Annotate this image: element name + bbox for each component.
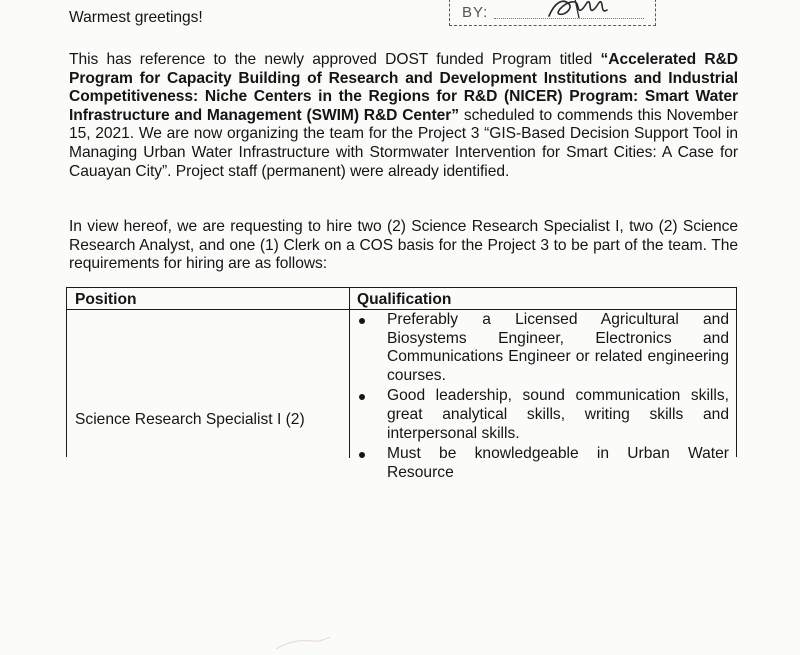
requirements-table [66,287,737,481]
reference-intro: This has reference to the newly approved DOST funded Program titled [69,51,601,68]
request-paragraph: In view hereof, we are requesting to hire two (2) Science Research Specialist I, two (2) Science Research Analyst, and one (1) Clerk on a COS basis for the Project 3 to be part of the team. The requirements for hiring are as follows: [69,218,738,273]
header-qualification: Qualification [357,291,452,308]
reference-details: scheduled to commends this November 15, 2021. We are now organizing the team for the Project 3 “GIS-Based Decision Support Tool in Managing Urban Water Infrastructure with Stormwater Intervention for Smart Cities: A Case for Cauayan City”. Project staff (permanent) were already identified. [69,106,738,180]
qualification-text: Good leadership, sound communication skills, great analytical skills, writing skills and interpersonal skills. [387,387,729,442]
stamp-by-label: BY: [462,4,489,21]
qualification-text: Preferably a Licensed Agricultural and Biosystems Engineer, Electronics and Communications Engineer or related engineering courses. [387,311,729,384]
reference-paragraph [69,51,738,181]
header-position: Position [75,291,137,308]
bullet-icon [359,318,365,324]
table-header-divider [67,309,736,310]
greeting: Warmest greetings! [69,9,203,26]
position-cell: Science Research Specialist I (2) [75,411,305,428]
qualification-item [357,445,729,482]
bullet-icon [359,452,365,458]
scan-smudge-icon [272,633,332,655]
qualification-text: Must be knowledgeable in Urban Water Resource [387,445,729,481]
qualification-item [357,311,729,385]
qualification-list [357,311,729,484]
qualification-item [357,387,729,443]
table-column-divider [349,288,350,458]
program-title: “Accelerated R&D Program for Capacity Building of Research and Development Institutions and Industrial Competitiveness: Niche Centers in the Regions for R&D (NICER) Program: Smart Water Infrastructure and Management (SWIM) R&D Center” [69,51,739,124]
bullet-icon [359,394,365,400]
